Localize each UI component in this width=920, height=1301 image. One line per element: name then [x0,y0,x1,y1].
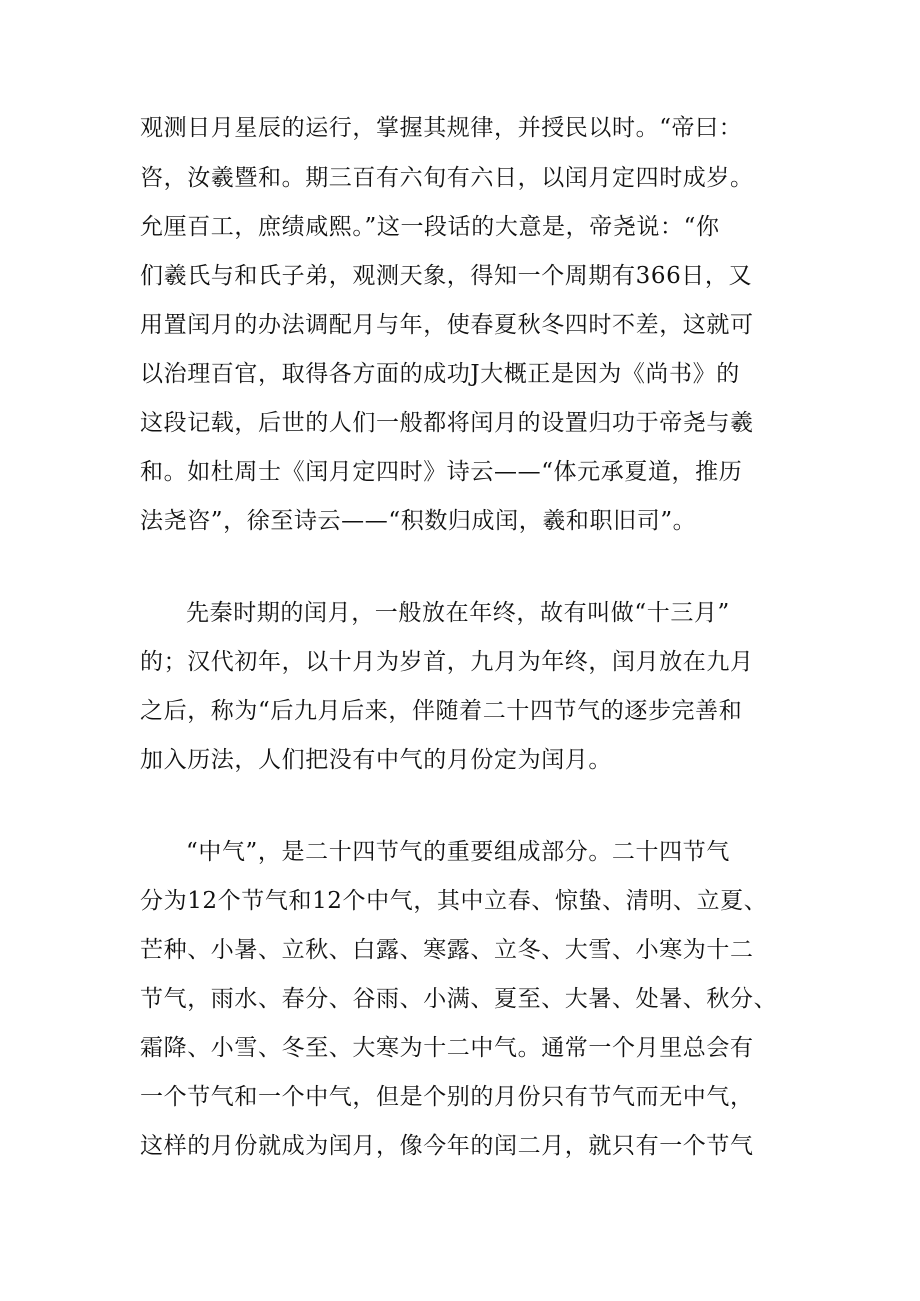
text-line: 用置闰月的办法调配月与年，使春夏秋冬四时不差，这就可 [140,312,754,338]
text-line: “中气”，是二十四节气的重要组成部分。二十四节气 [186,839,730,865]
text-line: 先秦时期的闰月，一般放在年终，故有叫做“十三月” [186,600,730,626]
text-line: 允厘百工，庶绩咸熙。”这一段话的大意是，帝尧说：“你 [140,214,720,240]
text-line: 和。如杜周士《闰月定四时》诗云——“体元承夏道，推历 [140,459,743,485]
text-line: 法尧咨”，徐至诗云——“积数归成闰，羲和职旧司”。 [140,508,697,534]
text-line: 观测日月星辰的运行，掌握其规律，并授民以时。“帝曰： [140,115,743,141]
text-line: 的；汉代初年，以十月为岁首，九月为年终，闰月放在九月 [140,649,754,675]
text-line: 们羲氏与和氏子弟，观测天象，得知一个周期有366日，又 [140,263,753,289]
text-line: 分为12个节气和12个中气，其中立春、惊蛰、清明、立夏、 [140,888,768,914]
text-line: 这样的月份就成为闰月，像今年的闰二月，就只有一个节气 [140,1133,754,1159]
text-line: 加入历法，人们把没有中气的月份定为闰月。 [140,747,612,773]
text-line: 这段记载，后世的人们一般都将闰月的设置归功于帝尧与羲 [140,410,754,436]
text-line: 之后，称为“后九月后来，伴随着二十四节气的逐步完善和 [140,698,743,724]
text-line: 咨，汝羲暨和。期三百有六旬有六日，以闰月定四时成岁。 [140,165,754,191]
text-line: 以治理百官，取得各方面的成功J大概正是因为《尚书》的 [140,361,740,387]
text-line: 霜降、小雪、冬至、大寒为十二中气。通常一个月里总会有 [140,1035,754,1061]
text-line: 一个节气和一个中气，但是个别的月份只有节气而无中气， [140,1084,754,1110]
text-line: 芒种、小暑、立秋、白露、寒露、立冬、大雪、小寒为十二 [140,937,754,963]
text-line: 节气，雨水、春分、谷雨、小满、夏至、大暑、处暑、秋分、 [140,986,778,1012]
